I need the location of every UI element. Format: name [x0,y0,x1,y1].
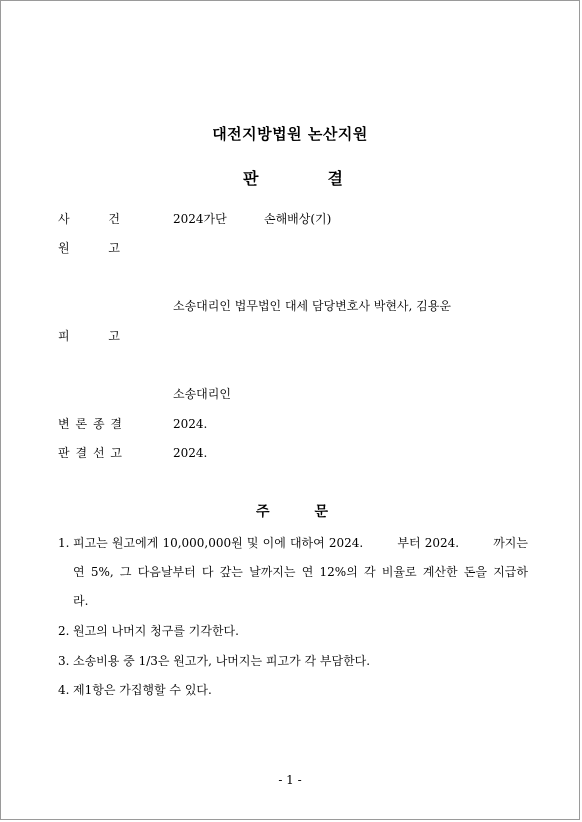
word: 날까지는 [249,565,296,579]
word: 다 [201,565,214,579]
word: 각 [364,565,376,579]
word: 이에 [262,536,286,550]
label-char: 판 [58,446,70,460]
pronounce-label [58,444,122,462]
word: 연 [73,565,85,579]
word: 계산한 [422,565,458,579]
case-name: 손해배상(기) [264,212,332,226]
plaintiff-label [58,239,120,257]
pronounce-date: 2024. [173,446,208,460]
label-char: 고 [110,446,122,460]
label-char: 결 [75,446,88,460]
order-text: 제1항은 가집행할 수 있다. [73,683,212,697]
word: 연 [301,565,314,579]
judgment-title-char: 결 [327,169,343,188]
closing-label [58,415,122,433]
order-text-line [73,563,528,581]
word: 2024. [328,536,364,550]
order-title [256,501,328,521]
judgment-title-char: 판 [243,169,259,188]
label-char: 사 [58,212,70,226]
order-text: 원고의 나머지 청구를 기각한다. [73,624,239,638]
order-text: 소송비용 중 1/3은 원고가, 나머지는 피고가 각 부담한다. [73,654,371,668]
court-name: 대전지방법원 논산지원 [212,125,368,143]
word: 10,000,000원 [162,536,243,550]
order-number: 1. [58,536,70,550]
label-char: 변 [58,417,70,431]
word: 2024. [424,536,460,550]
word: 부터 [397,536,421,550]
order-title-char: 문 [314,504,328,520]
word: 피고는 [73,536,108,550]
order-number: 4. [58,683,70,697]
word: 다음날부터 [137,565,196,579]
word: 까지는 [493,536,528,550]
defendant-counsel: 소송대리인 [173,387,231,401]
word: 돈을 [463,565,487,579]
word: 12%의 [319,565,358,579]
label-char: 원 [58,241,70,255]
word: 지급하 [493,565,528,579]
order-title-char: 주 [256,504,270,520]
order-text-line [73,534,528,552]
word: 비율로 [381,565,417,579]
closing-date: 2024. [173,417,208,431]
label-char: 고 [108,329,120,343]
word: 5%, [90,565,114,579]
word: 원고에게 [111,536,159,550]
label-char: 선 [92,446,105,460]
word: 갚는 [219,565,243,579]
word: 그 [119,565,132,579]
case-label [58,210,120,228]
label-char: 건 [108,212,120,226]
label-char: 종 [92,417,105,431]
word: 및 [246,536,259,550]
label-char: 피 [58,329,70,343]
order-number: 2. [58,624,70,638]
page-number: - 1 - [278,773,302,787]
word: 대하여 [289,536,325,550]
defendant-label [58,327,120,345]
case-number: 2024가단 [173,212,227,226]
order-number: 3. [58,654,70,668]
order-text-line: 라. [73,594,89,608]
label-char: 고 [108,241,120,255]
label-char: 결 [110,417,122,431]
judgment-title [243,166,343,189]
plaintiff-counsel: 소송대리인 법무법인 대세 담당변호사 박현사, 김용운 [173,299,451,313]
label-char: 론 [75,417,88,431]
